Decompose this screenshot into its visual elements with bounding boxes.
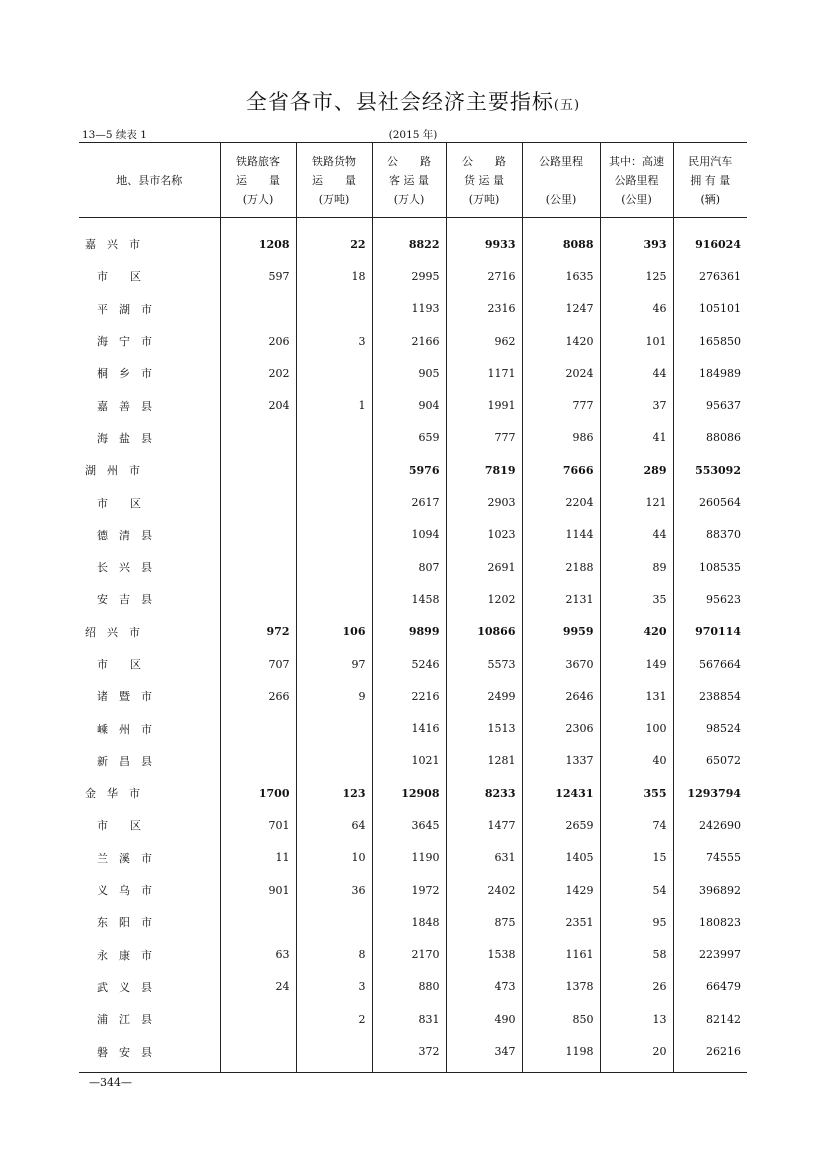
region-name-cell: 兰 溪 市 (97, 851, 152, 865)
table-row (79, 680, 747, 712)
value-cell: 65072 (673, 745, 747, 777)
column-header-line: (辆) (700, 192, 721, 206)
value-cell: 490 (446, 1003, 522, 1035)
value-cell: 9959 (522, 616, 600, 648)
value-cell: 44 (600, 357, 673, 389)
column-header-line: 运 量 (236, 173, 280, 187)
table-row (79, 712, 747, 744)
value-cell: 1144 (522, 519, 600, 551)
column-header-line: 公路里程 (539, 154, 583, 168)
value-cell: 2 (296, 1003, 372, 1035)
value-cell: 1171 (446, 357, 522, 389)
value-cell: 2716 (446, 260, 522, 292)
value-cell (296, 712, 372, 744)
value-cell: 1513 (446, 712, 522, 744)
value-cell (296, 357, 372, 389)
table-row (79, 648, 747, 680)
value-cell: 206 (220, 325, 296, 357)
value-cell: 396892 (673, 874, 747, 906)
value-cell: 2188 (522, 551, 600, 583)
value-cell: 1378 (522, 971, 600, 1003)
value-cell: 1700 (220, 777, 296, 809)
value-cell (296, 454, 372, 486)
value-cell: 1972 (372, 874, 446, 906)
value-cell: 473 (446, 971, 522, 1003)
value-cell: 2170 (372, 939, 446, 971)
column-header-line: (万吨) (318, 192, 350, 206)
value-cell: 2995 (372, 260, 446, 292)
column-header-line: 地、县市名称 (116, 173, 183, 187)
value-cell: 89 (600, 551, 673, 583)
table-row (79, 1035, 747, 1072)
value-cell: 1848 (372, 906, 446, 938)
value-cell: 165850 (673, 325, 747, 357)
table-row (79, 293, 747, 325)
value-cell: 347 (446, 1035, 522, 1072)
value-cell: 101 (600, 325, 673, 357)
table-row (79, 583, 747, 615)
column-header (600, 143, 673, 218)
value-cell (220, 454, 296, 486)
value-cell: 2216 (372, 680, 446, 712)
region-name-cell: 市 区 (97, 496, 141, 510)
value-cell: 1405 (522, 842, 600, 874)
value-cell: 972 (220, 616, 296, 648)
value-cell (220, 906, 296, 938)
value-cell: 98524 (673, 712, 747, 744)
value-cell: 2499 (446, 680, 522, 712)
value-cell: 905 (372, 357, 446, 389)
value-cell (220, 519, 296, 551)
value-cell: 850 (522, 1003, 600, 1035)
value-cell: 2024 (522, 357, 600, 389)
table-row (79, 906, 747, 938)
value-cell: 2306 (522, 712, 600, 744)
region-name-cell: 新 昌 县 (97, 754, 152, 768)
value-cell: 131 (600, 680, 673, 712)
value-cell: 82142 (673, 1003, 747, 1035)
region-name-cell: 德 清 县 (97, 528, 152, 542)
value-cell: 20 (600, 1035, 673, 1072)
value-cell: 8822 (372, 218, 446, 261)
region-name-cell: 金 华 市 (85, 787, 140, 801)
column-header-line: (万人) (242, 192, 274, 206)
value-cell: 238854 (673, 680, 747, 712)
value-cell: 5976 (372, 454, 446, 486)
value-cell: 289 (600, 454, 673, 486)
value-cell: 223997 (673, 939, 747, 971)
table-row (79, 260, 747, 292)
value-cell: 420 (600, 616, 673, 648)
value-cell: 58 (600, 939, 673, 971)
value-cell: 901 (220, 874, 296, 906)
value-cell: 46 (600, 293, 673, 325)
value-cell: 15 (600, 842, 673, 874)
column-header-line: 其中：高速 (609, 154, 664, 168)
table-row (79, 874, 747, 906)
region-name-cell: 平 湖 市 (97, 302, 152, 316)
value-cell: 1635 (522, 260, 600, 292)
value-cell: 1429 (522, 874, 600, 906)
table-row (79, 422, 747, 454)
table-row (79, 971, 747, 1003)
value-cell: 880 (372, 971, 446, 1003)
value-cell (220, 422, 296, 454)
value-cell: 26216 (673, 1035, 747, 1072)
table-row-city (79, 616, 747, 648)
value-cell: 11 (220, 842, 296, 874)
value-cell: 962 (446, 325, 522, 357)
region-name-cell: 绍 兴 市 (85, 625, 140, 639)
column-header (673, 143, 747, 218)
value-cell: 777 (522, 389, 600, 421)
value-cell: 2617 (372, 486, 446, 518)
column-header-line: 铁路旅客 (236, 154, 280, 168)
region-name-cell: 嵊 州 市 (97, 722, 152, 736)
value-cell: 125 (600, 260, 673, 292)
value-cell: 266 (220, 680, 296, 712)
value-cell: 106 (296, 616, 372, 648)
value-cell: 2691 (446, 551, 522, 583)
value-cell: 567664 (673, 648, 747, 680)
value-cell: 777 (446, 422, 522, 454)
value-cell: 22 (296, 218, 372, 261)
region-name-cell: 安 吉 县 (97, 593, 152, 607)
value-cell (296, 583, 372, 615)
value-cell (296, 293, 372, 325)
value-cell (296, 422, 372, 454)
value-cell: 875 (446, 906, 522, 938)
value-cell (296, 906, 372, 938)
value-cell: 2402 (446, 874, 522, 906)
value-cell: 2204 (522, 486, 600, 518)
table-row (79, 486, 747, 518)
value-cell: 260564 (673, 486, 747, 518)
value-cell: 2646 (522, 680, 600, 712)
table-row (79, 809, 747, 841)
page-number: —344— (89, 1076, 132, 1089)
value-cell: 3 (296, 971, 372, 1003)
region-name-cell: 武 义 县 (97, 980, 152, 994)
value-cell: 184989 (673, 357, 747, 389)
value-cell: 1458 (372, 583, 446, 615)
region-name-cell: 磐 安 县 (79, 1035, 220, 1072)
value-cell: 7819 (446, 454, 522, 486)
value-cell: 26 (600, 971, 673, 1003)
value-cell: 88086 (673, 422, 747, 454)
value-cell (296, 519, 372, 551)
column-header-line: 民用汽车 (688, 154, 733, 168)
value-cell: 123 (296, 777, 372, 809)
value-cell: 63 (220, 939, 296, 971)
value-cell: 986 (522, 422, 600, 454)
value-cell: 1337 (522, 745, 600, 777)
region-name-cell: 市 区 (97, 819, 141, 833)
value-cell: 18 (296, 260, 372, 292)
value-cell: 7666 (522, 454, 600, 486)
region-name-cell: 浦 江 县 (97, 1013, 152, 1027)
value-cell: 1161 (522, 939, 600, 971)
column-header-line: 货 运 量 (464, 173, 504, 187)
region-name-cell: 海 盐 县 (97, 431, 152, 445)
value-cell: 95623 (673, 583, 747, 615)
table-row-city (79, 454, 747, 486)
value-cell: 1281 (446, 745, 522, 777)
region-name-cell: 长 兴 县 (97, 561, 152, 575)
table-row (79, 325, 747, 357)
value-cell (296, 486, 372, 518)
value-cell: 659 (372, 422, 446, 454)
value-cell: 553092 (673, 454, 747, 486)
table-row (79, 939, 747, 971)
value-cell: 1198 (522, 1035, 600, 1072)
value-cell: 36 (296, 874, 372, 906)
value-cell: 105101 (673, 293, 747, 325)
value-cell: 10 (296, 842, 372, 874)
value-cell: 2166 (372, 325, 446, 357)
value-cell: 1208 (220, 218, 296, 261)
value-cell: 597 (220, 260, 296, 292)
page-title-suffix: (五) (553, 98, 581, 113)
value-cell: 355 (600, 777, 673, 809)
value-cell: 12908 (372, 777, 446, 809)
column-header (79, 143, 220, 218)
value-cell (220, 486, 296, 518)
value-cell: 74 (600, 809, 673, 841)
value-cell: 276361 (673, 260, 747, 292)
value-cell: 701 (220, 809, 296, 841)
value-cell: 9933 (446, 218, 522, 261)
value-cell: 831 (372, 1003, 446, 1035)
value-cell: 1247 (522, 293, 600, 325)
value-cell: 180823 (673, 906, 747, 938)
region-name-cell: 永 康 市 (97, 948, 152, 962)
table-row (79, 357, 747, 389)
value-cell: 41 (600, 422, 673, 454)
value-cell (296, 1035, 372, 1072)
column-header-line: 公 路 (387, 154, 431, 168)
value-cell: 97 (296, 648, 372, 680)
value-cell: 88370 (673, 519, 747, 551)
column-header-line: 公 路 (462, 154, 506, 168)
value-cell: 40 (600, 745, 673, 777)
region-name-cell: 义 乌 市 (97, 884, 152, 898)
value-cell: 1023 (446, 519, 522, 551)
value-cell (220, 712, 296, 744)
region-name-cell: 市 区 (97, 658, 141, 671)
column-header-line: (万吨) (468, 192, 500, 206)
column-header-line: (万人) (393, 192, 425, 206)
value-cell: 707 (220, 648, 296, 680)
value-cell: 202 (220, 357, 296, 389)
value-cell: 1477 (446, 809, 522, 841)
page-title (0, 86, 826, 116)
region-name-cell: 嘉 兴 市 (85, 238, 140, 252)
value-cell: 1202 (446, 583, 522, 615)
value-cell: 64 (296, 809, 372, 841)
column-header (522, 143, 600, 218)
value-cell: 8 (296, 939, 372, 971)
value-cell: 44 (600, 519, 673, 551)
value-cell: 3645 (372, 809, 446, 841)
table-row-city (79, 218, 747, 261)
column-header-line: 运 量 (312, 173, 356, 187)
value-cell: 1190 (372, 842, 446, 874)
table-id: 13—5 续表 1 (82, 129, 147, 141)
value-cell (220, 551, 296, 583)
value-cell (220, 583, 296, 615)
column-header-line: (公里) (545, 192, 577, 206)
value-cell: 100 (600, 712, 673, 744)
table-year: (2015 年) (388, 129, 438, 141)
column-header-line: 铁路货物 (312, 154, 356, 168)
value-cell: 1420 (522, 325, 600, 357)
value-cell: 12431 (522, 777, 600, 809)
value-cell: 121 (600, 486, 673, 518)
column-header (446, 143, 522, 218)
value-cell: 3 (296, 325, 372, 357)
value-cell: 66479 (673, 971, 747, 1003)
indicator-table (79, 142, 747, 1073)
value-cell: 9899 (372, 616, 446, 648)
value-cell: 970114 (673, 616, 747, 648)
value-cell: 2131 (522, 583, 600, 615)
column-header (296, 143, 372, 218)
value-cell: 37 (600, 389, 673, 421)
value-cell (220, 1035, 296, 1072)
value-cell: 2659 (522, 809, 600, 841)
column-header-line: 拥 有 量 (690, 173, 731, 187)
table-row (79, 1003, 747, 1035)
table-row (79, 745, 747, 777)
page-title-text: 全省各市、县社会经济主要指标 (245, 90, 554, 114)
table-row (79, 519, 747, 551)
value-cell: 8088 (522, 218, 600, 261)
value-cell (220, 293, 296, 325)
region-name-cell: 东 阳 市 (97, 916, 152, 930)
value-cell: 13 (600, 1003, 673, 1035)
value-cell: 3670 (522, 648, 600, 680)
region-name-cell: 嘉 善 县 (97, 399, 152, 413)
value-cell: 1293794 (673, 777, 747, 809)
table-row (79, 842, 747, 874)
column-header-line: 客 运 量 (389, 173, 429, 187)
column-header-line (523, 171, 600, 190)
value-cell (220, 1003, 296, 1035)
table-header-row (79, 143, 747, 218)
value-cell: 372 (372, 1035, 446, 1072)
value-cell (220, 745, 296, 777)
value-cell: 74555 (673, 842, 747, 874)
value-cell: 1193 (372, 293, 446, 325)
column-header-line: 公路里程 (614, 173, 659, 187)
value-cell: 1416 (372, 712, 446, 744)
value-cell (296, 551, 372, 583)
table-row (79, 551, 747, 583)
region-name-cell: 湖 州 市 (85, 464, 140, 478)
value-cell: 108535 (673, 551, 747, 583)
value-cell: 1021 (372, 745, 446, 777)
value-cell: 5573 (446, 648, 522, 680)
region-name-cell: 诸 暨 市 (97, 690, 152, 704)
region-name-cell: 市 区 (97, 270, 141, 284)
value-cell: 54 (600, 874, 673, 906)
value-cell: 807 (372, 551, 446, 583)
value-cell: 916024 (673, 218, 747, 261)
table-row (79, 389, 747, 421)
value-cell: 1538 (446, 939, 522, 971)
value-cell: 95637 (673, 389, 747, 421)
value-cell: 10866 (446, 616, 522, 648)
value-cell: 1094 (372, 519, 446, 551)
region-name-cell: 海 宁 市 (97, 335, 152, 349)
value-cell: 2351 (522, 906, 600, 938)
value-cell: 95 (600, 906, 673, 938)
value-cell: 2316 (446, 293, 522, 325)
value-cell: 1 (296, 389, 372, 421)
value-cell: 24 (220, 971, 296, 1003)
value-cell: 1991 (446, 389, 522, 421)
column-header-line: (公里) (621, 192, 652, 206)
value-cell: 2903 (446, 486, 522, 518)
column-header (372, 143, 446, 218)
table-row-city (79, 777, 747, 809)
value-cell: 8233 (446, 777, 522, 809)
region-name-cell: 桐 乡 市 (97, 367, 152, 381)
value-cell: 35 (600, 583, 673, 615)
value-cell: 393 (600, 218, 673, 261)
value-cell: 9 (296, 680, 372, 712)
value-cell: 242690 (673, 809, 747, 841)
value-cell: 5246 (372, 648, 446, 680)
value-cell: 631 (446, 842, 522, 874)
value-cell: 204 (220, 389, 296, 421)
column-header (220, 143, 296, 218)
value-cell: 149 (600, 648, 673, 680)
table-body (79, 218, 747, 1073)
value-cell (296, 745, 372, 777)
value-cell: 904 (372, 389, 446, 421)
